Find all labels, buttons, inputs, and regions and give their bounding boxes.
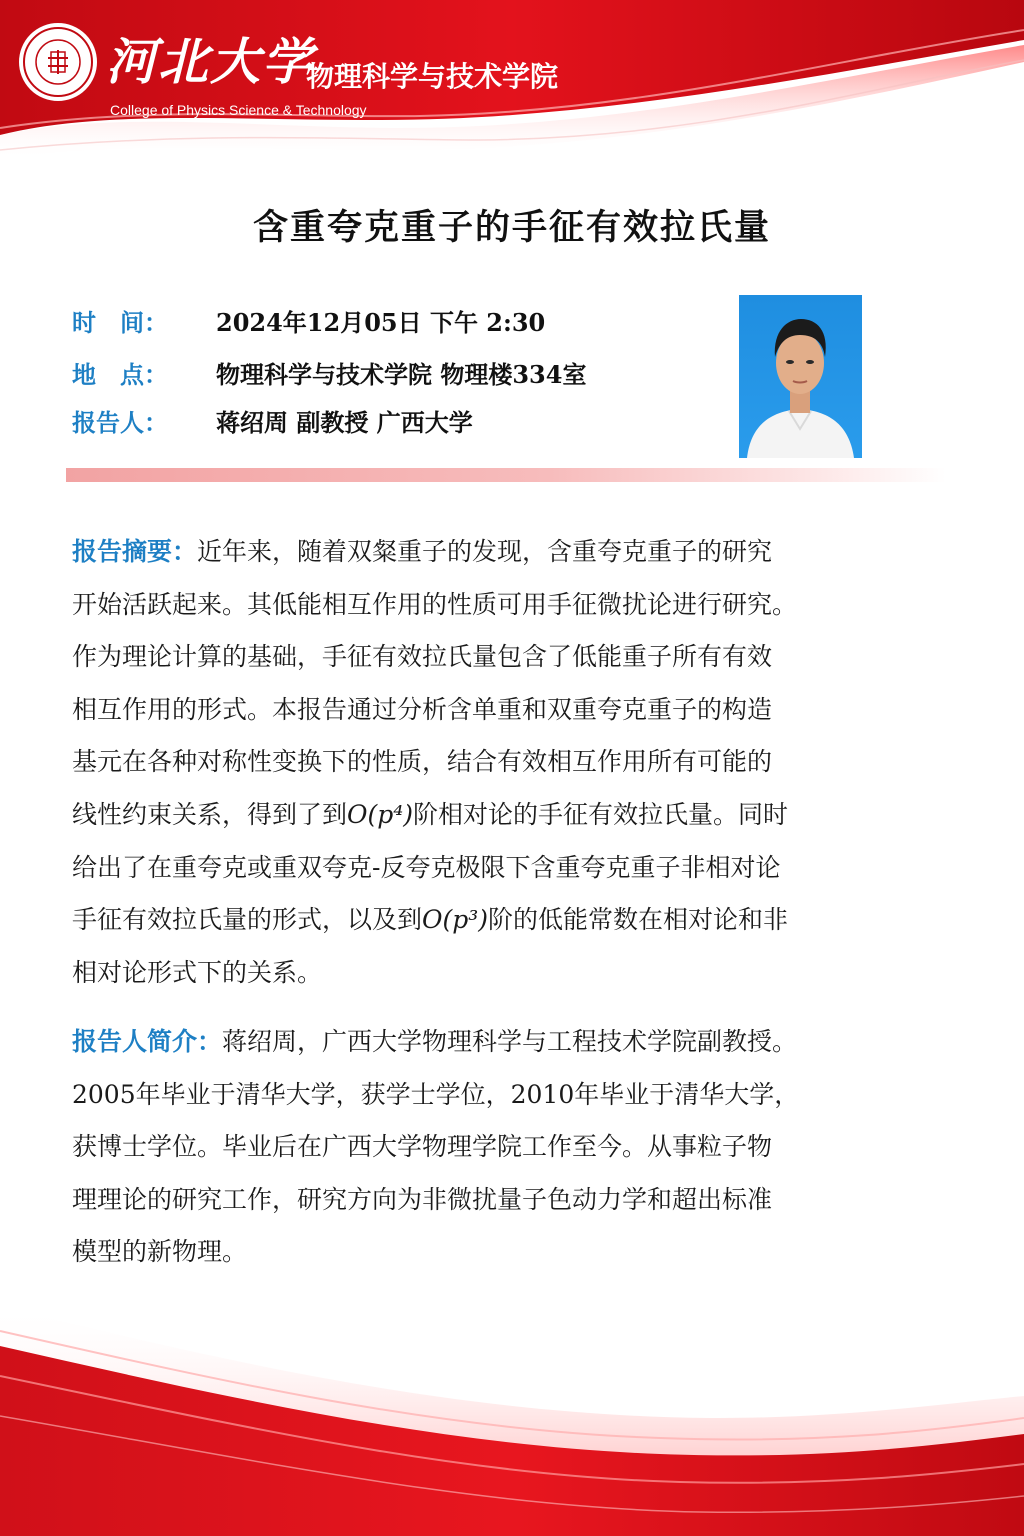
lecture-title: 含重夸克重子的手征有效拉氏量 — [252, 207, 771, 248]
time-value: 2024年12月05日 下午 2:30 — [216, 308, 546, 337]
bio-paragraph — [72, 1016, 932, 1279]
abstract-line-7: 给出了在重夸克或重双夸克-反夸克极限下含重夸克重子非相对论 — [72, 852, 781, 882]
abstract-line-1 — [72, 526, 932, 579]
abstract-line-4: 相互作用的形式。本报告通过分析含单重和双重夸克重子的构造 — [72, 694, 773, 724]
abstract-paragraph — [72, 526, 932, 999]
bio-lead: 报告人简介： — [72, 1027, 223, 1056]
abstract-line-6 — [72, 789, 932, 842]
info-time — [72, 306, 545, 340]
college-name-cn: 物理科学与技术学院 — [306, 60, 559, 93]
bio-line-1 — [72, 1016, 932, 1069]
college-name-en: College of Physics Science & Technology — [110, 102, 367, 118]
abstract-line-5: 基元在各种对称性变换下的性质，结合有效相互作用所有可能的 — [72, 747, 773, 777]
bio-line-4: 理理论的研究工作，研究方向为非微扰量子色动力学和超出标准 — [72, 1184, 773, 1214]
order-p4-formula: O(p⁴) — [347, 799, 414, 829]
abstract-line-8-post: 阶的低能常数在相对论和非 — [488, 905, 789, 935]
abstract-line-3: 作为理论计算的基础，手征有效拉氏量包含了低能重子所有有效 — [72, 642, 773, 672]
info-place — [72, 358, 586, 392]
bio-text-1: 蒋绍周，广西大学物理科学与工程技术学院副教授。 — [222, 1027, 798, 1056]
abstract-lead: 报告摘要： — [72, 537, 198, 566]
speaker-photo — [739, 295, 862, 458]
abstract-line-2: 开始活跃起来。其低能相互作用的性质可用手征微扰论进行研究。 — [72, 589, 798, 619]
bio-line-3: 获博士学位。毕业后在广西大学物理学院工作至今。从事粒子物 — [72, 1132, 773, 1162]
college-header — [18, 22, 638, 118]
time-label: 时 间： — [72, 308, 168, 337]
abstract-line-6-pre: 线性约束关系，得到了到 — [72, 799, 348, 829]
order-p3-formula: O(p³) — [422, 905, 489, 935]
info-speaker — [72, 406, 473, 440]
place-label: 地 点： — [72, 360, 168, 389]
speaker-label: 报告人： — [72, 408, 168, 437]
abstract-line-9: 相对论形式下的关系。 — [72, 957, 323, 987]
abstract-line-8 — [72, 894, 932, 947]
abstract-line-8-pre: 手征有效拉氏量的形式，以及到 — [72, 905, 423, 935]
university-seal-icon — [18, 22, 98, 102]
place-value: 物理科学与技术学院 物理楼334室 — [216, 360, 587, 389]
speaker-value: 蒋绍周 副教授 广西大学 — [216, 408, 473, 437]
university-name: 河北大学 — [106, 32, 314, 91]
bottom-red-banner — [0, 1286, 1024, 1536]
abstract-line-6-post: 阶相对论的手征有效拉氏量。同时 — [413, 799, 789, 829]
section-divider — [66, 468, 946, 482]
bio-line-2: 2005年毕业于清华大学，获学士学位，2010年毕业于清华大学， — [72, 1079, 800, 1109]
bio-line-5: 模型的新物理。 — [72, 1237, 248, 1267]
abstract-text-1: 近年来，随着双粲重子的发现，含重夸克重子的研究 — [197, 537, 773, 566]
